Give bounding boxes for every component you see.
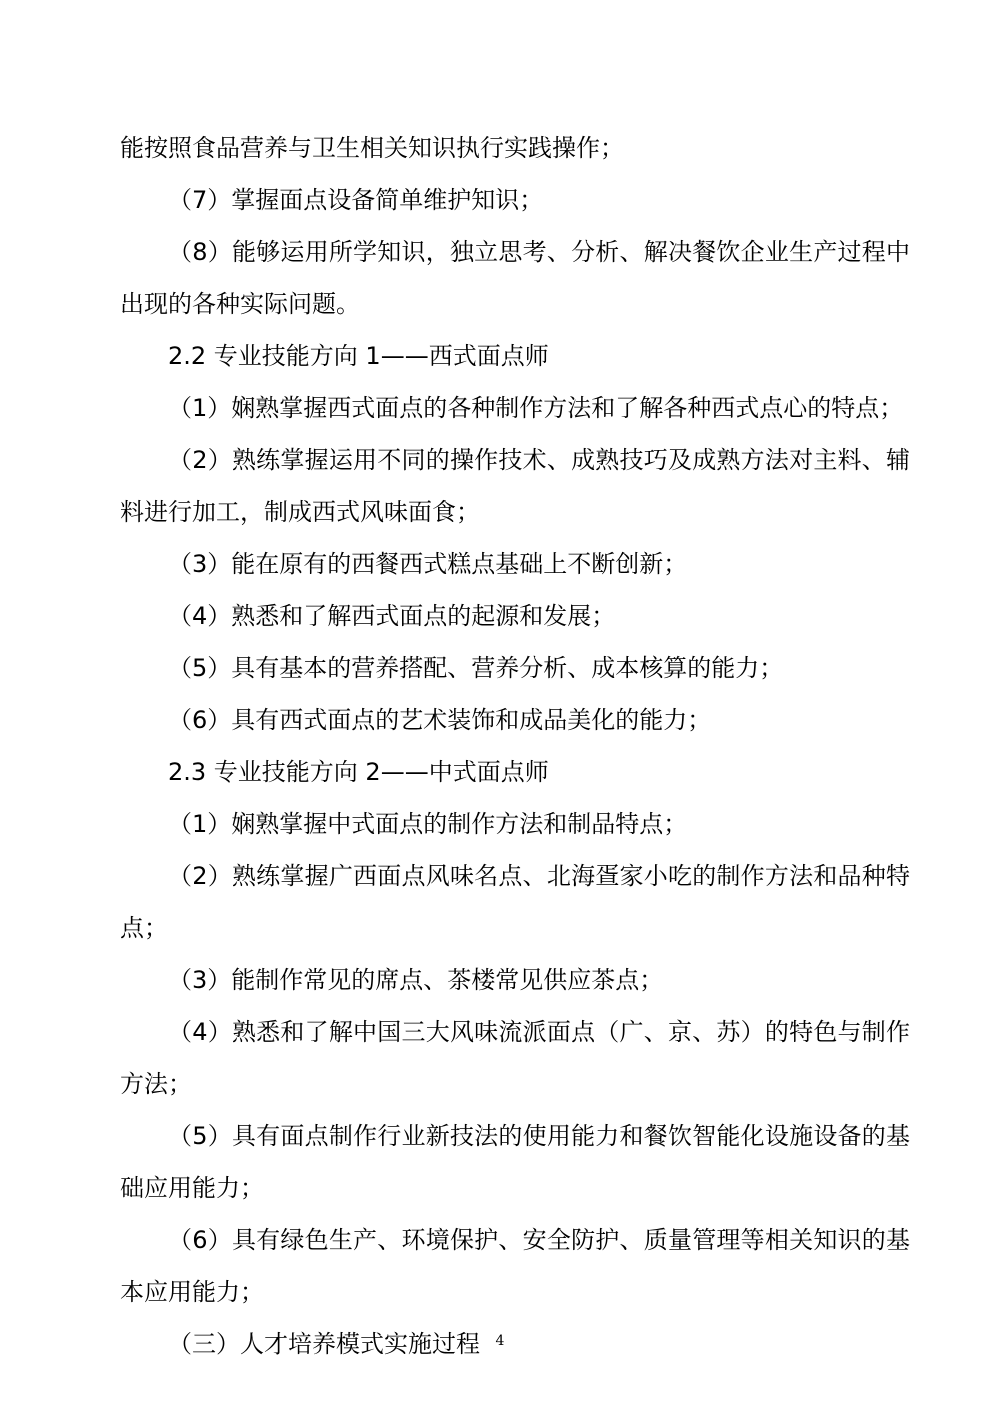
paragraph-continuation: 能按照食品营养与卫生相关知识执行实践操作； [120,134,624,162]
list-item-western-6: （6）具有西式面点的艺术装饰和成品美化的能力； [168,706,712,734]
list-item-chinese-1: （1）娴熟掌握中式面点的制作方法和制品特点； [168,810,688,838]
list-item-8: （8）能够运用所学知识，独立思考、分析、解决餐饮企业生产过程中出现的各种实际问题。 [120,238,910,318]
list-item-western-4: （4）熟悉和了解西式面点的起源和发展； [168,602,616,630]
list-item-chinese-3: （3）能制作常见的席点、茶楼常见供应茶点； [168,966,664,994]
page-body [120,122,910,1370]
list-item-chinese-4: （4）熟悉和了解中国三大风味流派面点（广、京、苏）的特色与制作方法； [120,1018,910,1098]
section-heading-2-3: 2.3 专业技能方向 2——中式面点师 [168,758,549,786]
list-item-7: （7）掌握面点设备简单维护知识； [168,186,544,214]
list-item-western-1: （1）娴熟掌握西式面点的各种制作方法和了解各种西式点心的特点； [168,394,904,422]
list-item-western-2: （2）熟练掌握运用不同的操作技术、成熟技巧及成熟方法对主料、辅料进行加工，制成西式风味面食； [120,446,910,526]
page-number: 4 [495,1333,505,1349]
list-item-western-5: （5）具有基本的营养搭配、营养分析、成本核算的能力； [168,654,784,682]
section-heading-2-2: 2.2 专业技能方向 1——西式面点师 [168,342,549,370]
list-item-chinese-2: （2）熟练掌握广西面点风味名点、北海疍家小吃的制作方法和品种特点； [120,862,910,942]
list-item-chinese-6: （6）具有绿色生产、环境保护、安全防护、质量管理等相关知识的基本应用能力； [120,1226,910,1306]
list-item-western-3: （3）能在原有的西餐西式糕点基础上不断创新； [168,550,688,578]
section-heading-3: （三）人才培养模式实施过程 [168,1330,480,1358]
list-item-chinese-5: （5）具有面点制作行业新技法的使用能力和餐饮智能化设施设备的基础应用能力； [120,1122,910,1202]
